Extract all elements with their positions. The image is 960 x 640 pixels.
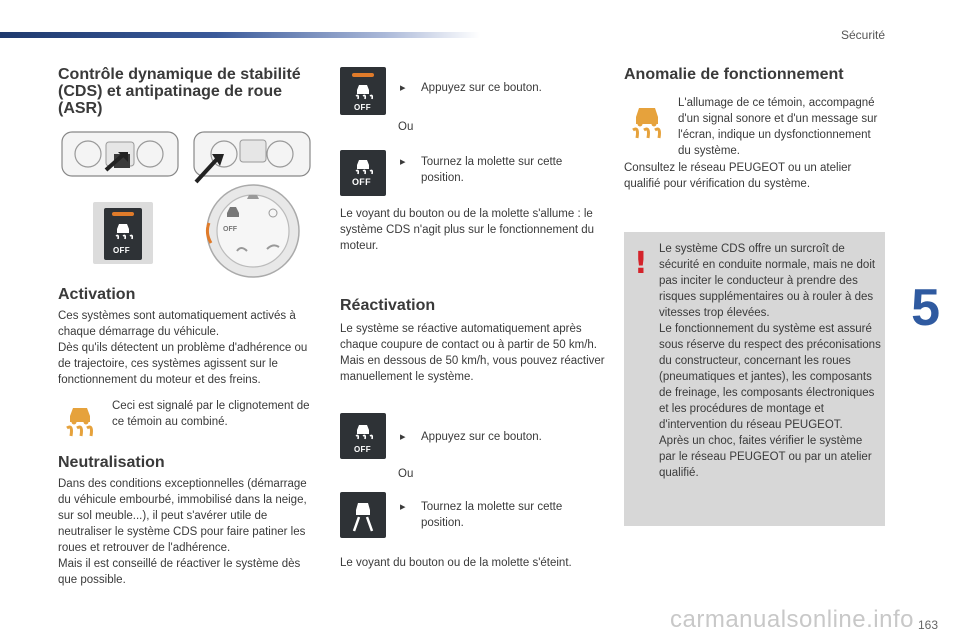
svg-text:OFF: OFF bbox=[223, 226, 237, 233]
reactivation-heading: Réactivation bbox=[340, 297, 436, 314]
header-gradient-bar bbox=[0, 32, 480, 38]
skid-car-icon bbox=[113, 220, 133, 242]
esp-off-button-icon-2 bbox=[340, 413, 386, 459]
button-indicator-led bbox=[352, 73, 374, 77]
esp-warning-lamp-icon bbox=[63, 400, 97, 440]
bullet-icon: ▸ bbox=[400, 82, 406, 94]
thumbwheel-illustration bbox=[203, 183, 303, 279]
esp-on-thumbwheel-icon bbox=[340, 492, 386, 538]
bullet-icon: ▸ bbox=[400, 156, 406, 168]
or-separator-2: Ou bbox=[398, 468, 414, 480]
skid-car-icon bbox=[353, 421, 373, 441]
esp-off-button-illustration bbox=[93, 202, 153, 264]
reactivation-step-press: Appuyez sur ce bouton. bbox=[421, 431, 542, 443]
off-label: OFF bbox=[352, 177, 371, 187]
step-turn-wheel: Tournez la molette sur cette position. bbox=[421, 156, 563, 184]
chapter-tab-number: 5 bbox=[911, 279, 940, 337]
car-on-road-icon bbox=[349, 498, 377, 532]
neutralisation-body: Dans des conditions exceptionnelles (démarrage du véhicule embourbé, immobilisé dans la neige, sur sol meuble...), il peut s'avérer utile de neutraliser le système CDS pour faire patiner les roues et retrouver de l'adhérence. Mais il est conseillé de réactiver le système dès que possible. bbox=[58, 478, 307, 586]
exclamation-icon: ! bbox=[634, 246, 648, 281]
malfunction-body: Consultez le réseau PEUGEOT ou un atelier qualifié pour vérification du système. bbox=[624, 162, 852, 190]
watermark: carmanualsonline.info bbox=[670, 606, 914, 633]
dashboard-illustration-right bbox=[192, 124, 312, 186]
step-press-button: Appuyez sur ce bouton. bbox=[421, 82, 542, 94]
reactivation-step-turn: Tournez la molette sur cette position. bbox=[421, 501, 563, 529]
bullet-icon: ▸ bbox=[400, 501, 406, 513]
activation-heading: Activation bbox=[58, 286, 136, 303]
result-system-off: Le voyant du bouton ou de la molette s'allume : le système CDS n'agit plus sur le fonctionnement du moteur. bbox=[340, 208, 595, 252]
off-label: OFF bbox=[354, 445, 371, 454]
button-indicator-led bbox=[112, 212, 134, 216]
reactivation-body: Le système se réactive automatiquement après chaque coupure de contact ou à partir de 50 km/h. Mais en dessous de 50 km/h, vous pouvez réactiver manuellement le système. bbox=[340, 323, 605, 383]
dashboard-illustration-left bbox=[60, 124, 180, 186]
neutralisation-heading: Neutralisation bbox=[58, 454, 165, 471]
activation-icon-note: Ceci est signalé par le clignotement de ce témoin au combiné. bbox=[112, 400, 310, 428]
bullet-icon: ▸ bbox=[400, 431, 406, 443]
esp-off-button-icon-1 bbox=[340, 67, 386, 115]
skid-car-icon bbox=[353, 81, 373, 101]
off-label: OFF bbox=[354, 103, 371, 112]
safety-warning-text: Le système CDS offre un surcroît de sécurité en conduite normale, mais ne doit pas inciter le conducteur à prendre des risques supplémentaires ou à rouler à des vitesses trop élevées. Le fonctionnement du système est assuré sous réserve du respect des préconisations du constructeur, concernant les roues (pneumatiques et jantes), les composants de freinage, les composants électroniques et les procédures de montage et d'intervention du réseau PEUGEOT. Après un choc, faites vérifier le système par le réseau PEUGEOT ou par un atelier qualifié. bbox=[659, 243, 881, 479]
result-system-on: Le voyant du bouton ou de la molette s'éteint. bbox=[340, 557, 572, 569]
section-title: Sécurité bbox=[840, 28, 885, 42]
malfunction-warning-lamp-icon bbox=[628, 100, 668, 140]
malfunction-heading: Anomalie de fonctionnement bbox=[624, 66, 844, 83]
activation-body: Ces systèmes sont automatiquement activés à chaque démarrage du véhicule. Dès qu'ils détectent un problème d'adhérence ou de trajectoire, ces systèmes agissent sur le fonctionnement du moteur et des freins. bbox=[58, 310, 308, 386]
malfunction-icon-note: L'allumage de ce témoin, accompagné d'un signal sonore et d'un message sur l'écran, indique un dysfonctionnement du système. bbox=[678, 97, 878, 157]
page-number: 163 bbox=[917, 618, 938, 632]
off-label: OFF bbox=[113, 246, 130, 255]
page-title: Contrôle dynamique de stabilité (CDS) et antipatinage de roue (ASR) bbox=[58, 66, 301, 117]
or-separator-1: Ou bbox=[398, 121, 414, 133]
esp-off-thumbwheel-icon-1 bbox=[340, 150, 386, 196]
skid-car-icon bbox=[353, 156, 373, 176]
